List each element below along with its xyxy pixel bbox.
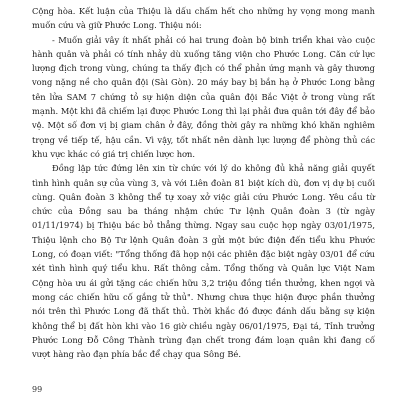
page-number: 99	[32, 385, 43, 394]
paragraph-2: - Muốn giải vây ít nhất phải có hai trung đoàn bộ binh triển khai vào cuộc hành quân và phải có tính nhảy dù xuống tăng viện cho Phước Long. Căn cứ lực lượng địch trong vùng, chúng ta thấy địch có thể phản ứng mạnh và gây thương vong nặng nề cho quân đội (Sài Gòn). 20 máy bay bị bắn hạ ở Phước Long bằng tên lửa SAM 7 chứng tỏ sự hiện diện của quân đội Bắc Việt ở trong vùng rất mạnh. Một khi đã chiếm lại được Phước Long thì lại phải đưa quân tới đây để bảo vệ. Một số đơn vị bị giam chân ở đây, đồng thời gây ra những khó khăn nghiêm trọng về tiếp tế, hậu cần. Vì vậy, tốt nhất nên dành lực lượng để phòng thủ các khu vực khác có giá trị chiến lược hơn.	[32, 34, 375, 159]
body-text	[32, 4, 375, 361]
paragraph-3: Đồng lập tức đứng lên xin từ chức với lý do không đủ khả năng giải quyết tình hình quân sự của vùng 3, và với Liên đoàn 81 biệt kích dù, đơn vị dự bị cuối cùng. Quân đoàn 3 không thể tự xoay xở việc giải cứu Phước Long. Yêu cầu từ chức của Đồng sau ba tháng nhậm chức Tư lệnh Quân đoàn 3 (từ ngày 01/11/1974) bị Thiệu bác bỏ thẳng thừng. Ngay sau cuộc họp ngày 03/01/1975, Thiệu lệnh cho Bộ Tư lệnh Quân đoàn 3 gửi một bức điện đến tiểu khu Phước Long, có đoạn viết: "Tổng thống đã họp nội các phiên đặc biệt ngày 03/01 để cứu xét tình hình quý tiểu khu. Rất thông cảm. Tổng thống và Quân lực Việt Nam Cộng hòa ưu ái gửi tặng các chiến hữu 3,2 triệu đồng tiền thưởng, khen ngợi và mong các chiến hữu cố gắng tử thủ". Nhưng chưa thực hiện được phần thưởng nói trên thì Phước Long đã thất thủ. Thời khắc đó được đánh dấu bằng sự kiện không thể bị đất hòn khi vào 16 giờ chiều ngày 06/01/1975, Đại tá, Tỉnh trưởng Phước Long Đỗ Công Thành trùng đạn chết trong đám loạn quân khi đang cố vượt hàng rào đạn phía bắc để chạy qua Sông Bé.	[32, 163, 375, 360]
paragraph-1: Cộng hòa. Kết luận của Thiệu là dấu chấm hết cho những hy vọng mong manh muốn cứu và giữ Phước Long. Thiệu nói:	[32, 6, 375, 31]
